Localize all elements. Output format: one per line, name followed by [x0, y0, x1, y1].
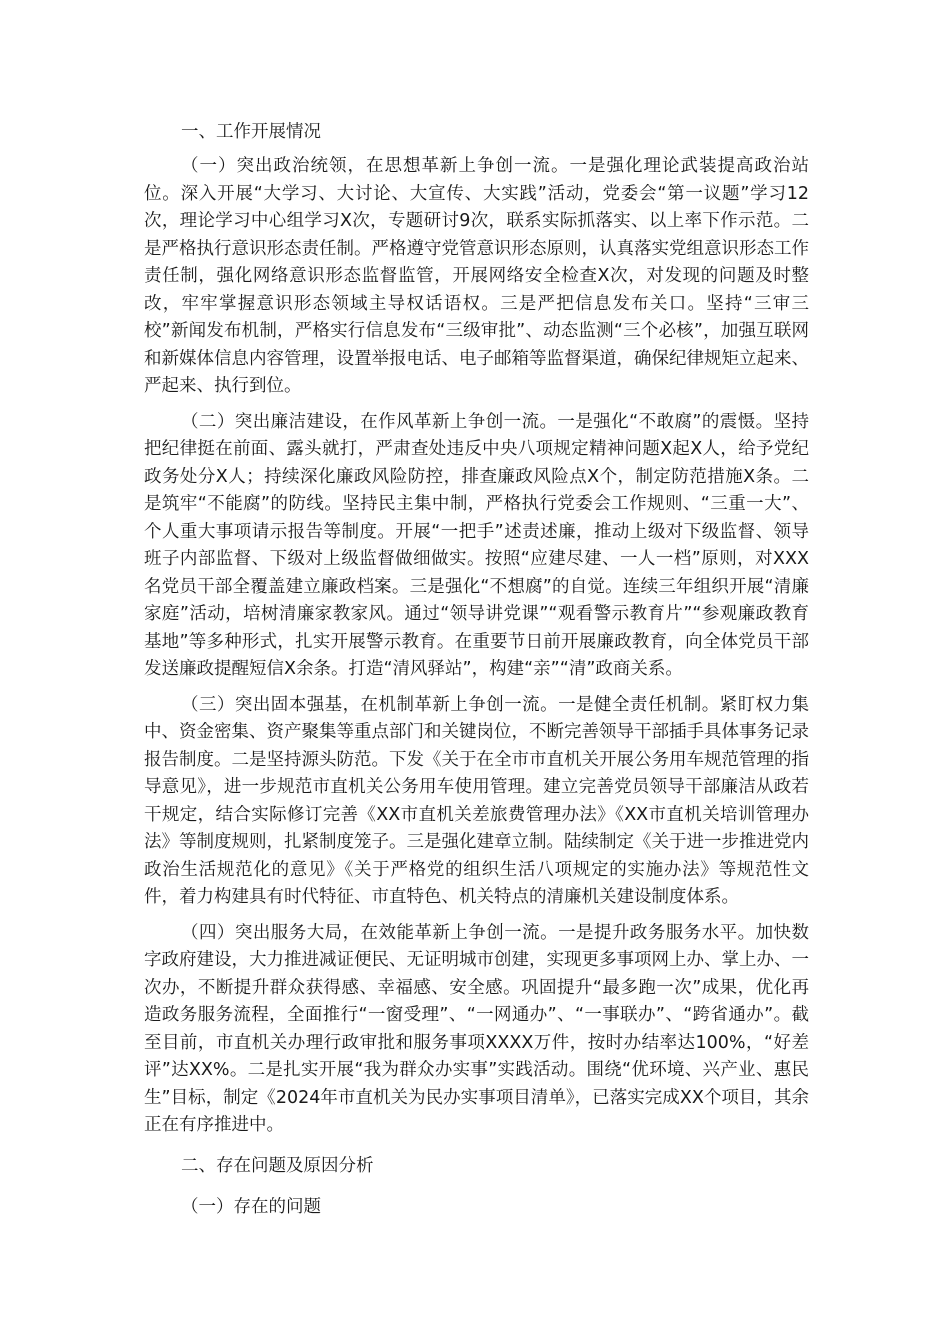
spacer — [144, 1140, 809, 1151]
section-heading-work-progress: 一、工作开展情况 — [181, 122, 321, 142]
paragraph-service-efficiency: （四）突出服务大局，在效能革新上争创一流。一是提升政务服务水平。加快数字政府建设，大力推进减证便民、无证明城市创建，实现更多事项网上办、掌上办、一次办，不断提升群众获得感、幸福感、安全感。巩固提升“最多跑一次”成果，优化再造政务服务流程，全面推行“一窗受理”、“一网通办”、“一事联办”、“跨省通办”。截至目前，市直机关办理行政审批和服务事项XXXX万件，按时办结率达100%，“好差评”达XX%。二是扎实开展“我为群众办实事”实践活动。围绕“优环境、兴产业、惠民生”目标，制定《2024年市直机关为民办实事项目清单》，已落实完成XX个项目，其余正在有序推进中。 — [144, 922, 809, 1135]
spacer — [144, 401, 809, 409]
spacer — [144, 684, 809, 692]
section-heading-problems-analysis: 二、存在问题及原因分析 — [181, 1155, 374, 1176]
document-body — [144, 117, 809, 1222]
paragraph-political-leadership: （一）突出政治统领，在思想革新上争创一流。一是强化理论武装提高政治站位。深入开展“大学习、大讨论、大宣传、大实践”活动，党委会“第一议题”学习12次，理论学习中心组学习X次，专题研讨9次，联系实际抓落实、以上率下作示范。二是严格执行意识形态责任制。严格遵守党管意识形态原则，认真落实党组意识形态工作责任制，强化网络意识形态监督监管，开展网络安全检查X次，对发现的问题及时整改，牢牢掌握意识形态领域主导权话语权。三是严把信息发布关口。坚持“三审三校”新闻发布机制，严格实行信息发布“三级审批”、动态监测“三个必核”，加强互联网和新媒体信息内容管理，设置举报电话、电子邮箱等监督渠道，确保纪律规矩立起来、严起来、执行到位。 — [144, 156, 809, 396]
spacer — [144, 1181, 809, 1192]
spacer — [144, 912, 809, 920]
paragraph-foundation-mechanism: （三）突出固本强基，在机制革新上争创一流。一是健全责任机制。紧盯权力集中、资金密集、资产聚集等重点部门和关键岗位，不断完善领导干部插手具体事务记录报告制度。二是坚持源头防范。下发《关于在全市市直机关开展公务用车规范管理的指导意见》，进一步规范市直机关公务用车使用管理。建立完善党员领导干部廉洁从政若干规定，结合实际修订完善《XX市直机关差旅费管理办法》《XX市直机关培训管理办法》等制度规则，扎紧制度笼子。三是强化建章立制。陆续制定《关于进一步推进党内政治生活规范化的意见》《关于严格党的组织生活八项规定的实施办法》等规范性文件，着力构建具有时代特征、市直特色、机关特点的清廉机关建设制度体系。 — [144, 694, 809, 907]
paragraph-integrity-building: （二）突出廉洁建设，在作风革新上争创一流。一是强化“不敢腐”的震慑。坚持把纪律挺在前面、露头就打，严肃查处违反中央八项规定精神问题X起X人，给予党纪政务处分X人；持续深化廉政风险防控，排查廉政风险点X个，制定防范措施X条。二是筑牢“不能腐”的防线。坚持民主集中制，严格执行党委会工作规则、“三重一大”、个人重大事项请示报告等制度。开展“一把手”述责述廉，推动上级对下级监督、领导班子内部监督、下级对上级监督做细做实。按照“应建尽建、一人一档”原则，对XXX名党员干部全覆盖建立廉政档案。三是强化“不想腐”的自觉。连续三年组织开展“清廉家庭”活动，培树清廉家教家风。通过“领导讲党课”“观看警示教育片”“参观廉政教育基地”等多种形式，扎实开展警示教育。在重要节日前开展廉政教育，向全体党员干部发送廉政提醒短信X余条。打造“清风驿站”，构建“亲”“清”政商关系。 — [144, 411, 809, 679]
subsection-heading-existing-problems: （一）存在的问题 — [181, 1196, 321, 1217]
